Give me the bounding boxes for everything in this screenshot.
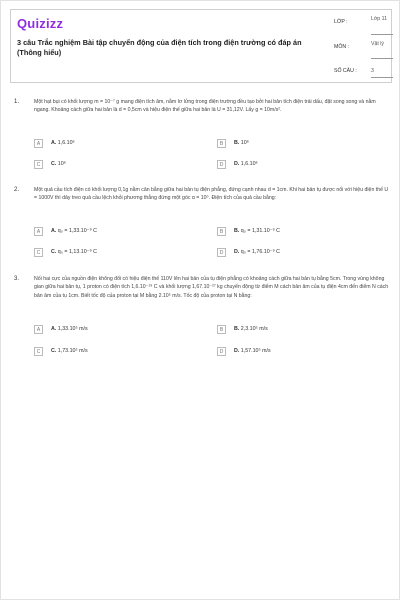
answer-option-d[interactable]: D D. 1,6.10⁶	[217, 159, 377, 171]
option-text: 10⁶	[240, 140, 249, 146]
option-text: q₀ = 1,76.10⁻⁹ C	[240, 249, 281, 255]
option-letter-box: B	[217, 139, 226, 148]
option-letter-box: A	[34, 325, 43, 334]
answer-option-d[interactable]: D D. 1,57.10⁵ m/s	[217, 346, 377, 358]
answer-option-a[interactable]: A A. 1,33.10⁵ m/s	[34, 324, 194, 336]
count-value: 3	[371, 68, 374, 74]
question-number: 2.	[14, 187, 20, 193]
answer-option-c[interactable]: C C. q₀ = 1,13.10⁻⁹ C	[34, 247, 194, 259]
option-text: 1,33.10⁵ m/s	[57, 326, 88, 332]
answer-option-b[interactable]: B B. q₀ = 1,31.10⁻⁹ C	[217, 226, 377, 238]
class-underline	[371, 34, 393, 35]
option-letter-box: B	[217, 227, 226, 236]
answer-option-c[interactable]: C C. 1,73.10⁵ m/s	[34, 346, 194, 358]
count-label: SỐ CÂU :	[334, 68, 357, 74]
option-text: 1,57.10⁵ m/s	[240, 348, 271, 354]
question-number: 1.	[14, 99, 20, 105]
subject-label: MÔN :	[334, 44, 349, 50]
option-letter-box: B	[217, 325, 226, 334]
option-letter-box: C	[34, 347, 43, 356]
option-text: q₀ = 1,13.10⁻⁹ C	[57, 249, 98, 255]
option-text: 1,73.10⁵ m/s	[57, 348, 88, 354]
question-text: Một quả cầu tích điện có khối lượng 0,1g nằm cân bằng giữa hai bản tụ điện phẳng, đứng cạnh nhau d = 1cm. Khi hai bản tụ được nối với hiệu điện thế U = 1000V thì dây treo quả cầu lệch khỏi phương thẳng đứng một góc α = 10⁰. Điện tích của quả cầu bằng:	[34, 187, 389, 202]
answer-option-a[interactable]: A A. q₀ = 1,33.10⁻⁹ C	[34, 226, 194, 238]
option-letter-box: D	[217, 347, 226, 356]
option-letter-box: C	[34, 248, 43, 257]
answer-option-c[interactable]: C C. 10⁶	[34, 159, 194, 171]
worksheet-header	[10, 9, 392, 83]
count-underline	[371, 77, 393, 78]
option-letter-box: A	[34, 139, 43, 148]
question-text: Một hạt bụi có khối lượng m = 10⁻⁷ g mang điện tích âm, nằm lơ lửng trong điện trường đều tạo bởi hai bản tích điện trái dấu, đặt song song và nằm ngang. Khoảng cách giữa hai bản là d = 0,5cm và hiệu điện thế giữa hai bản là U = 31,12V. Lấy g = 10m/s².	[34, 99, 376, 114]
option-letter-box: A	[34, 227, 43, 236]
option-text: 2,3.10⁵ m/s	[240, 326, 268, 332]
answer-option-d[interactable]: D D. q₀ = 1,76.10⁻⁹ C	[217, 247, 377, 259]
subject-value: Vật lý	[371, 41, 384, 47]
brand-logo: Quizizz	[17, 16, 64, 31]
question-text: Nối hai cực của nguồn điện không đổi có hiệu điện thế 110V lên hai bản của tụ điện phẳng có khoảng cách giữa hai bản tụ bằng 5cm. Trong vùng không gian giữa hai bản tụ, 1 proton có điện tích 1,6.10⁻¹⁹ C và khối lượng 1,67.10⁻²⁷ kg chuyển động từ điểm M cách bản âm của tụ điện 4cm đến điểm N cách bản âm của tụ 1cm. Biết tốc độ của proton tại M bằng 2.10⁵ m/s. Tốc độ của proton tại N bằng:	[34, 276, 389, 299]
answer-option-b[interactable]: B B. 10⁶	[217, 138, 377, 150]
answer-option-a[interactable]: A A. 1,6.10⁶	[34, 138, 194, 150]
option-text: 10⁶	[57, 161, 66, 167]
answer-option-b[interactable]: B B. 2,3.10⁵ m/s	[217, 324, 377, 336]
option-letter-box: D	[217, 248, 226, 257]
question-number: 3.	[14, 276, 20, 282]
option-letter-box: C	[34, 160, 43, 169]
subject-underline	[371, 58, 393, 59]
class-value: Lớp 11	[371, 16, 387, 22]
class-label: LỚP :	[334, 19, 348, 25]
option-text: q₀ = 1,31.10⁻⁹ C	[240, 228, 281, 234]
option-text: 1,6.10⁶	[240, 161, 258, 167]
option-text: 1,6.10⁶	[57, 140, 75, 146]
page-title: 3 câu Trắc nghiệm Bài tập chuyển động của điện tích trong điện trường có đáp án (Thông hiểu)	[17, 38, 302, 58]
option-letter-box: D	[217, 160, 226, 169]
option-text: q₀ = 1,33.10⁻⁹ C	[57, 228, 98, 234]
